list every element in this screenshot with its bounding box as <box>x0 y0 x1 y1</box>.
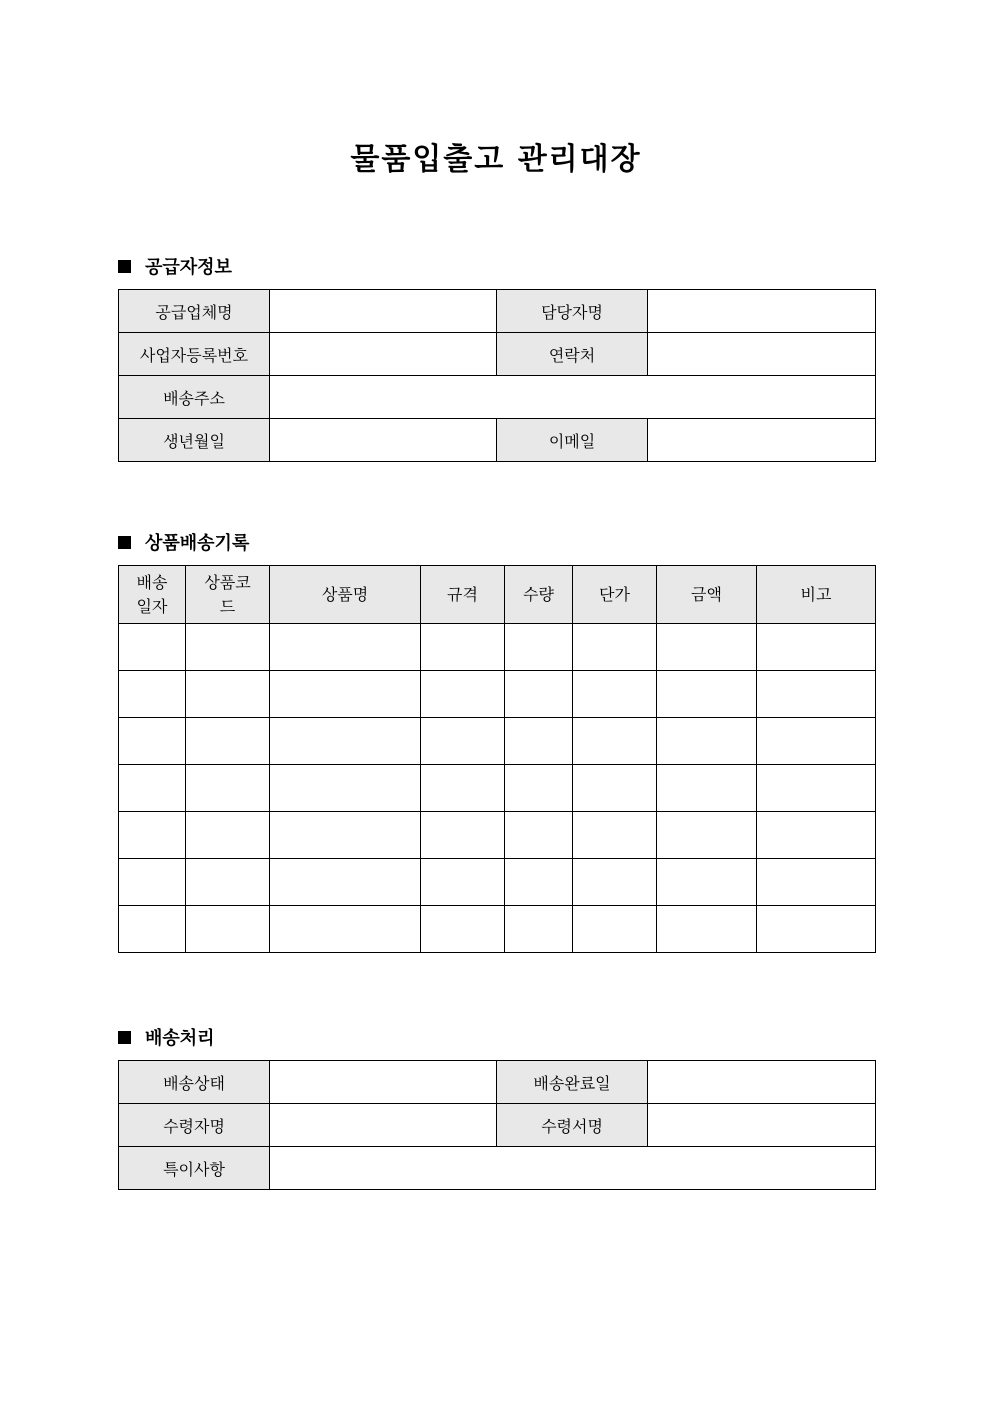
cell-spec[interactable] <box>421 624 505 671</box>
column-header-code <box>186 566 270 624</box>
cell-product-code[interactable] <box>186 906 270 953</box>
receiver-name-label: 수령자명 <box>119 1104 270 1147</box>
cell-note[interactable] <box>757 859 876 906</box>
cell-amount[interactable] <box>657 671 757 718</box>
square-bullet-icon <box>118 1031 131 1044</box>
cell-date[interactable] <box>119 671 186 718</box>
cell-product-name[interactable] <box>270 859 421 906</box>
email-label: 이메일 <box>497 419 648 462</box>
table-row <box>119 765 876 812</box>
cell-amount[interactable] <box>657 812 757 859</box>
cell-spec[interactable] <box>421 671 505 718</box>
table-row <box>119 290 876 333</box>
cell-amount[interactable] <box>657 906 757 953</box>
cell-product-name[interactable] <box>270 906 421 953</box>
column-header-date <box>119 566 186 624</box>
cell-unit-price[interactable] <box>573 859 657 906</box>
business-number-field[interactable] <box>270 333 497 376</box>
completion-date-field[interactable] <box>648 1061 876 1104</box>
birth-date-label: 생년월일 <box>119 419 270 462</box>
table-header-row <box>119 566 876 624</box>
cell-product-code[interactable] <box>186 859 270 906</box>
remarks-label: 특이사항 <box>119 1147 270 1190</box>
receiver-signature-field[interactable] <box>648 1104 876 1147</box>
column-header-date-line1: 배송 <box>136 572 168 592</box>
cell-unit-price[interactable] <box>573 624 657 671</box>
column-header-unit-price: 단가 <box>573 566 657 624</box>
remarks-field[interactable] <box>270 1147 876 1190</box>
cell-quantity[interactable] <box>505 859 573 906</box>
cell-product-code[interactable] <box>186 765 270 812</box>
cell-date[interactable] <box>119 812 186 859</box>
cell-product-name[interactable] <box>270 812 421 859</box>
cell-date[interactable] <box>119 859 186 906</box>
company-name-field[interactable] <box>270 290 497 333</box>
cell-spec[interactable] <box>421 906 505 953</box>
cell-unit-price[interactable] <box>573 765 657 812</box>
table-row <box>119 376 876 419</box>
business-number-label: 사업자등록번호 <box>119 333 270 376</box>
section-heading-text: 배송처리 <box>145 1028 215 1049</box>
cell-date[interactable] <box>119 765 186 812</box>
column-header-note: 비고 <box>757 566 876 624</box>
column-header-amount: 금액 <box>657 566 757 624</box>
column-header-code-line1: 상품코 <box>204 572 251 592</box>
table-row <box>119 906 876 953</box>
section-heading-supplier <box>118 253 232 279</box>
cell-quantity[interactable] <box>505 906 573 953</box>
section-heading-processing <box>118 1024 215 1050</box>
cell-product-code[interactable] <box>186 718 270 765</box>
cell-product-code[interactable] <box>186 671 270 718</box>
cell-product-name[interactable] <box>270 624 421 671</box>
table-row <box>119 419 876 462</box>
cell-unit-price[interactable] <box>573 906 657 953</box>
manager-name-label: 담당자명 <box>497 290 648 333</box>
cell-unit-price[interactable] <box>573 812 657 859</box>
cell-amount[interactable] <box>657 765 757 812</box>
cell-quantity[interactable] <box>505 718 573 765</box>
table-row <box>119 859 876 906</box>
completion-date-label: 배송완료일 <box>497 1061 648 1104</box>
cell-unit-price[interactable] <box>573 671 657 718</box>
cell-amount[interactable] <box>657 718 757 765</box>
cell-quantity[interactable] <box>505 765 573 812</box>
column-header-code-line2: 드 <box>219 596 236 616</box>
column-header-spec: 규격 <box>421 566 505 624</box>
cell-note[interactable] <box>757 906 876 953</box>
cell-date[interactable] <box>119 624 186 671</box>
cell-product-name[interactable] <box>270 765 421 812</box>
cell-date[interactable] <box>119 718 186 765</box>
cell-note[interactable] <box>757 718 876 765</box>
table-row <box>119 333 876 376</box>
delivery-address-label: 배송주소 <box>119 376 270 419</box>
column-header-product-name: 상품명 <box>270 566 421 624</box>
supplier-info-table <box>118 289 876 462</box>
section-heading-text: 공급자정보 <box>145 257 232 278</box>
receiver-name-field[interactable] <box>270 1104 497 1147</box>
cell-product-name[interactable] <box>270 671 421 718</box>
table-row <box>119 624 876 671</box>
square-bullet-icon <box>118 536 131 549</box>
table-row <box>119 812 876 859</box>
cell-note[interactable] <box>757 671 876 718</box>
manager-name-field[interactable] <box>648 290 876 333</box>
cell-spec[interactable] <box>421 718 505 765</box>
contact-label: 연락처 <box>497 333 648 376</box>
column-header-quantity: 수량 <box>505 566 573 624</box>
cell-note[interactable] <box>757 765 876 812</box>
cell-note[interactable] <box>757 624 876 671</box>
cell-spec[interactable] <box>421 812 505 859</box>
cell-amount[interactable] <box>657 859 757 906</box>
delivery-processing-table <box>118 1060 876 1190</box>
section-heading-text: 상품배송기록 <box>145 533 250 554</box>
cell-date[interactable] <box>119 906 186 953</box>
table-row <box>119 671 876 718</box>
birth-date-field[interactable] <box>270 419 497 462</box>
section-heading-delivery <box>118 529 249 555</box>
delivery-status-field[interactable] <box>270 1061 497 1104</box>
cell-note[interactable] <box>757 812 876 859</box>
contact-field[interactable] <box>648 333 876 376</box>
cell-quantity[interactable] <box>505 812 573 859</box>
email-field[interactable] <box>648 419 876 462</box>
cell-unit-price[interactable] <box>573 718 657 765</box>
table-row <box>119 1104 876 1147</box>
table-row <box>119 718 876 765</box>
cell-quantity[interactable] <box>505 671 573 718</box>
square-bullet-icon <box>118 260 131 273</box>
receiver-signature-label: 수령서명 <box>497 1104 648 1147</box>
cell-product-name[interactable] <box>270 718 421 765</box>
cell-spec[interactable] <box>421 765 505 812</box>
delivery-address-field[interactable] <box>270 376 876 419</box>
table-row <box>119 1147 876 1190</box>
table-row <box>119 1061 876 1104</box>
column-header-date-line2: 일자 <box>136 596 168 616</box>
page-title: 물품입출고 관리대장 <box>350 142 642 177</box>
cell-quantity[interactable] <box>505 624 573 671</box>
cell-product-code[interactable] <box>186 624 270 671</box>
delivery-status-label: 배송상태 <box>119 1061 270 1104</box>
delivery-record-table <box>118 565 876 953</box>
cell-amount[interactable] <box>657 624 757 671</box>
cell-product-code[interactable] <box>186 812 270 859</box>
company-name-label: 공급업체명 <box>119 290 270 333</box>
cell-spec[interactable] <box>421 859 505 906</box>
